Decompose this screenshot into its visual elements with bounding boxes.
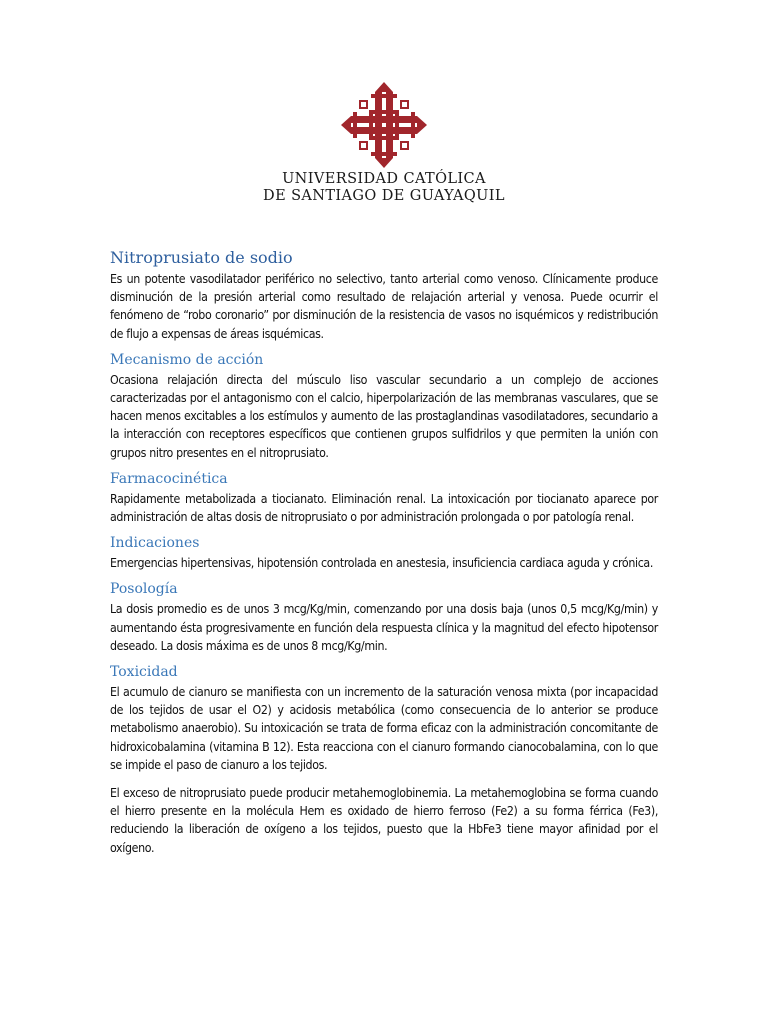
section-paragraph: Ocasiona relajación directa del músculo liso vascular secundario a un complejo de acciones caracterizadas por el antagonismo con el calcio, hiperpolarización de las membranas vasculares, que se hacen menos excitables a los estímulos y aumento de las prostaglandinas vasodilatadores, secundario a la interacción con receptores específicos que contienen grupos sulfidrilos y que permiten la unión con grupos nitro presentes en el nitroprusiato.: [110, 372, 658, 460]
section-paragraph: La dosis promedio es de unos 3 mcg/Kg/min, comenzando por una dosis baja (unos 0,5 mcg/Kg/min) y aumentando ésta progresivamente en función dela respuesta clínica y la magnitud del efecto hipotensor deseado. La dosis máxima es de unos 8 mcg/Kg/min.: [110, 602, 658, 653]
university-name-line1: UNIVERSIDAD CATÓLICA: [282, 171, 486, 187]
document-body: [110, 246, 658, 857]
section-paragraph: El exceso de nitroprusiato puede producir metahemoglobinemia. La metahemoglobina se forma cuando el hierro presente en la molécula Hem es oxidado de hierro ferroso (Fe2) a su forma férrica (Fe3), reduciendo la liberación de oxígeno a los tejidos, puesto que la HbFe3 tiene mayor afinidad por el oxígeno.: [110, 786, 658, 855]
section-heading: Posología: [110, 581, 178, 598]
document-header: [0, 82, 768, 205]
section-indicaciones: [110, 532, 658, 572]
section-heading: Indicaciones: [110, 535, 200, 552]
university-name-line2: DE SANTIAGO DE GUAYAQUIL: [263, 188, 505, 204]
section-heading: Farmacocinética: [110, 470, 228, 487]
section-paragraph: Emergencias hipertensivas, hipotensión controlada en anestesia, insuficiencia cardiaca aguda y crónica.: [110, 556, 654, 571]
section-farmacocinetica: [110, 468, 658, 526]
university-cross-logo: [341, 82, 427, 168]
section-heading: Mecanismo de acción: [110, 351, 264, 368]
document-title: Nitroprusiato de sodio: [110, 248, 293, 267]
intro-paragraph: Es un potente vasodilatador periférico no selectivo, tanto arterial como venoso. Clínicamente produce disminución de la presión arterial como resultado de relajación arterial y venosa. Puede ocurrir el fenómeno de “robo coronario” por disminución de la resistencia de vasos no isquémicos y redistribución de flujo a expensas de áreas isquémicas.: [110, 272, 658, 341]
section-paragraph: El acumulo de cianuro se manifiesta con un incremento de la saturación venosa mixta (por incapacidad de los tejidos de usar el O2) y acidosis metabólica (como consecuencia de lo anterior se produce metabolismo anaerobio). Su intoxicación se trata de forma eficaz con la administración concomitante de hidroxicobalamina (vitamina B 12). Esta reacciona con el cianuro formando cianocobalamina, con lo que se impide el paso de cianuro a los tejidos.: [110, 685, 658, 772]
section-heading: Toxicidad: [110, 664, 178, 681]
section-paragraph: Rapidamente metabolizada a tiocianato. Eliminación renal. La intoxicación por tiocianato aparece por administración de altas dosis de nitroprusiato o por administración prolongada o por patología renal.: [110, 491, 658, 525]
section-posologia: [110, 578, 658, 655]
section-toxicidad: [110, 661, 658, 857]
section-mecanismo: [110, 349, 658, 462]
